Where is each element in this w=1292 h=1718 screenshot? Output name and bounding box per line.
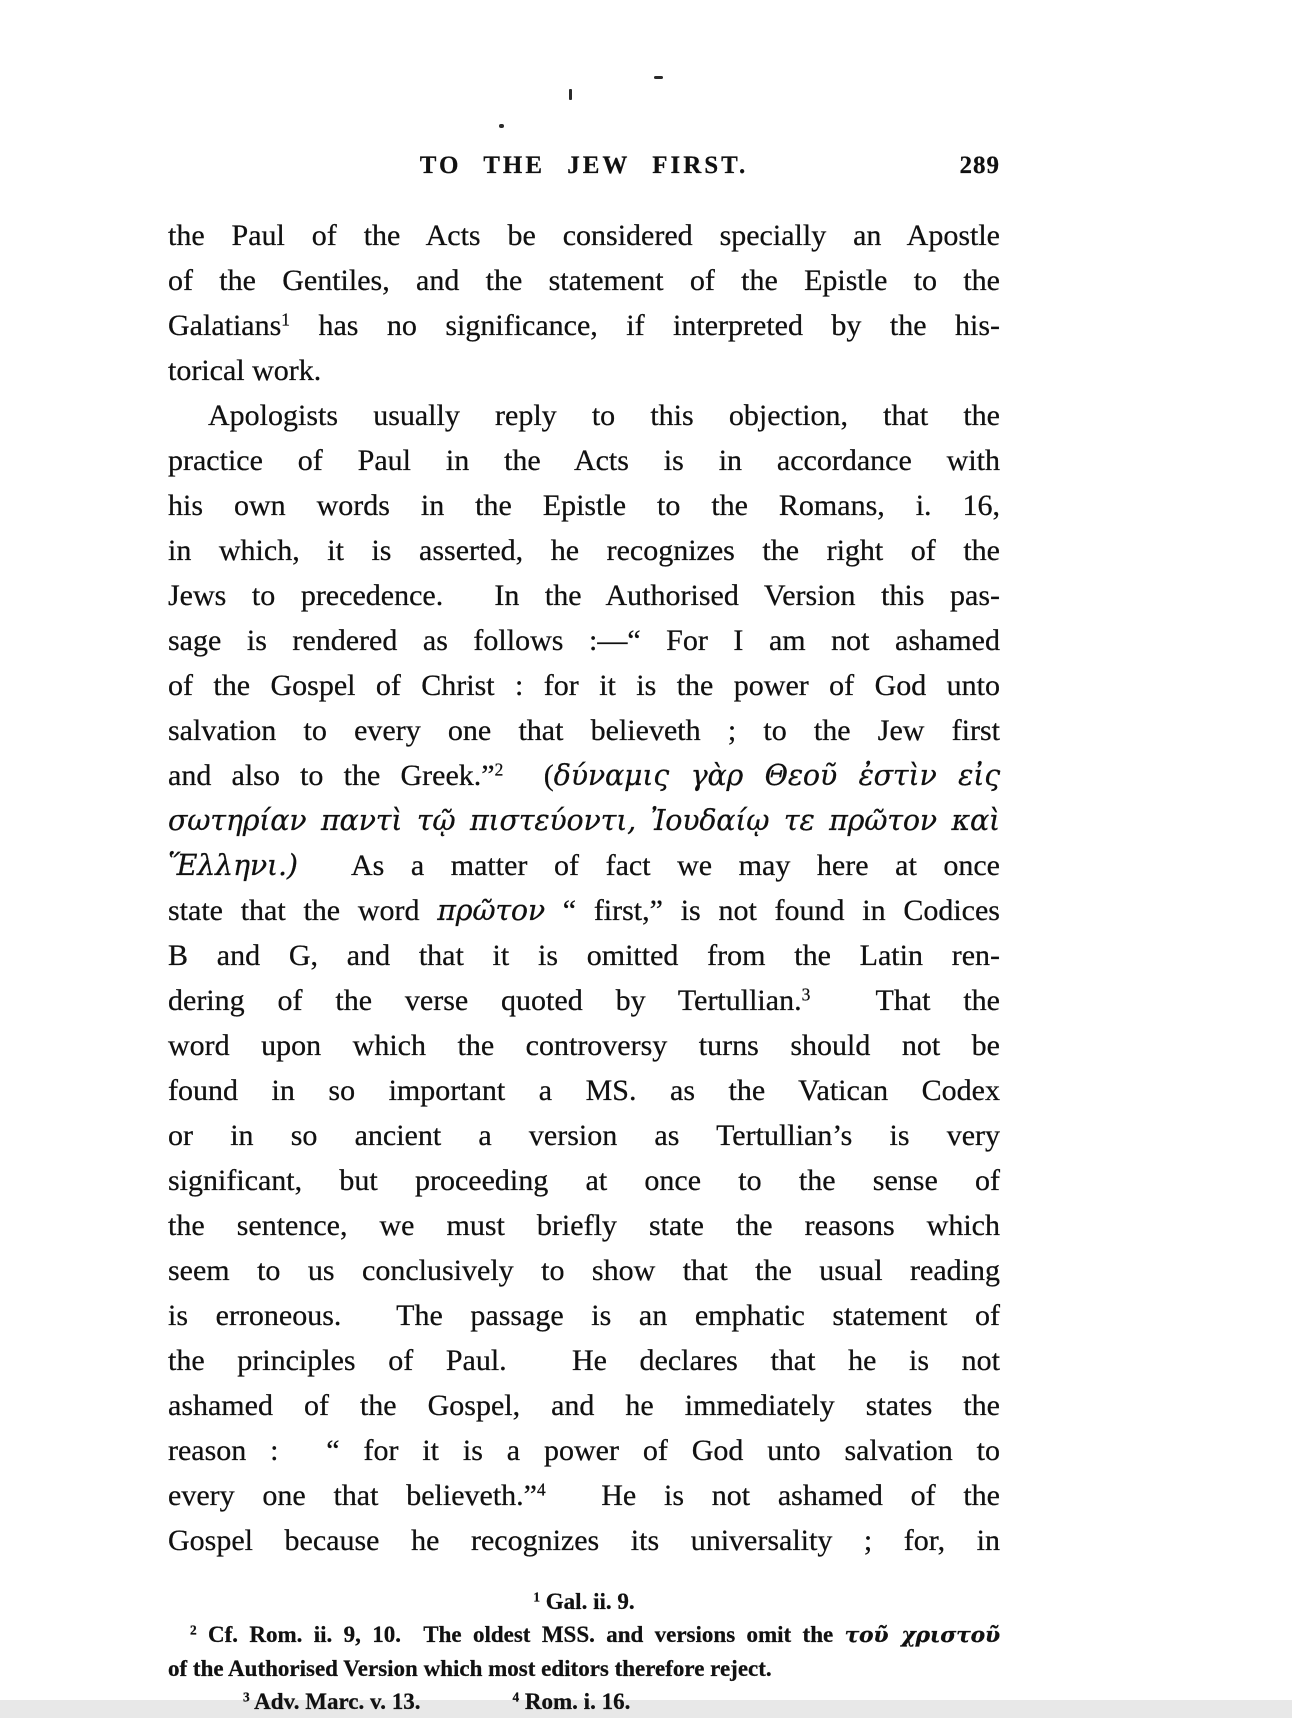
- page-title: TO THE JEW FIRST.: [419, 152, 749, 179]
- footnote-reference: 3: [243, 1689, 250, 1705]
- text-segment: the principles of Paul. He declares that he is not: [168, 1344, 1000, 1377]
- footnote-reference: 2: [494, 759, 504, 780]
- text-segment: state that the word: [168, 894, 438, 927]
- text-segment: found in so important a MS. as the Vatican Codex: [168, 1074, 1000, 1107]
- text-segment: B and G, and that it is omitted from the Latin ren-: [168, 939, 1000, 972]
- text-segment: Adv. Marc. v. 13.: [249, 1689, 421, 1714]
- text-segment: significant, but proceeding at once to the sense of: [168, 1164, 1000, 1197]
- text-segment: is erroneous. The passage is an emphatic statement of: [168, 1299, 1000, 1332]
- text-line: [168, 1518, 1000, 1563]
- text-line: [168, 1158, 1000, 1203]
- text-segment: [420, 1689, 512, 1714]
- body-text: [168, 213, 1000, 1563]
- text-segment: of the Authorised Version which most editors therefore reject.: [168, 1656, 772, 1681]
- text-line: [168, 1203, 1000, 1248]
- footnote-reference: 1: [533, 1589, 541, 1605]
- footnote-reference: 2: [190, 1622, 197, 1638]
- text-line: [168, 258, 1000, 303]
- text-line: [168, 1338, 1000, 1383]
- text-line: [168, 708, 1000, 753]
- text-line: [168, 663, 1000, 708]
- text-segment: or in so ancient a version as Tertullian’s is very: [168, 1119, 1000, 1152]
- text-line: [168, 1023, 1000, 1068]
- text-segment: and also to the Greek.”: [168, 759, 495, 792]
- text-line: [168, 483, 1000, 528]
- text-line: [168, 1293, 1000, 1338]
- text-segment: Gal. ii. 9.: [540, 1589, 635, 1614]
- text-line: [168, 1585, 1000, 1618]
- text-segment: He is not ashamed of the: [545, 1479, 1000, 1512]
- page-number: 289: [959, 152, 1000, 179]
- text-segment: word upon which the controversy turns should not be: [168, 1029, 1000, 1062]
- text-segment: As a matter of fact we may here at once: [297, 849, 1000, 882]
- text-segment: Rom. i. 16.: [519, 1689, 631, 1714]
- text-line: [168, 1113, 1000, 1158]
- greek-text: τοῦ χριστοῦ: [844, 1622, 1000, 1648]
- text-line: [168, 303, 1000, 348]
- text-segment: of the Gospel of Christ : for it is the power of God unto: [168, 669, 1000, 702]
- text-segment: has no significance, if interpreted by the his-: [290, 309, 1000, 342]
- text-line: [168, 798, 1000, 843]
- text-line: [168, 1383, 1000, 1428]
- text-line: [168, 1428, 1000, 1473]
- text-segment: salvation to every one that believeth ; to the Jew first: [168, 714, 1000, 747]
- greek-text: πρῶτον: [437, 894, 546, 927]
- text-segment: Galatians: [168, 309, 282, 342]
- text-segment: That the: [810, 984, 1000, 1017]
- text-line: [168, 1068, 1000, 1113]
- text-segment: of the Gentiles, and the statement of the Epistle to the: [168, 264, 1000, 297]
- text-line: [168, 843, 1000, 888]
- text-line: [168, 528, 1000, 573]
- text-segment: Gospel because he recognizes its universality ; for, in: [168, 1524, 1000, 1557]
- text-line: [168, 438, 1000, 483]
- footnotes: [168, 1585, 1000, 1718]
- greek-text: σωτηρίαν παντὶ τῷ πιστεύοντι, Ἰουδαίῳ τε πρῶτον καὶ: [168, 804, 1000, 837]
- footnote-reference: 1: [281, 309, 290, 330]
- text-line: [168, 1473, 1000, 1518]
- text-segment: practice of Paul in the Acts is in accordance with: [168, 444, 1000, 477]
- text-segment: the sentence, we must briefly state the reasons which: [168, 1209, 1000, 1242]
- greek-text: Ἕλληνι.): [168, 849, 298, 882]
- footnote-reference: 3: [801, 984, 811, 1005]
- text-segment: torical work.: [168, 354, 322, 387]
- text-segment: every one that believeth.”: [168, 1479, 537, 1512]
- text-line: [168, 1685, 1000, 1718]
- text-column: [168, 0, 1000, 1714]
- text-line: [168, 1248, 1000, 1293]
- text-segment: ashamed of the Gospel, and he immediately states the: [168, 1389, 1000, 1422]
- text-line: [168, 393, 1000, 438]
- text-segment: Apologists usually reply to this objection, that the: [208, 399, 1000, 432]
- text-line: [168, 933, 1000, 978]
- text-segment: Cf. Rom. ii. 9, 10. The oldest MSS. and versions omit the: [196, 1622, 845, 1647]
- text-segment: dering of the verse quoted by Tertullian.: [168, 984, 802, 1017]
- text-segment: Jews to precedence. In the Authorised Version this pas-: [168, 579, 1000, 612]
- text-line: [168, 618, 1000, 663]
- text-segment: his own words in the Epistle to the Romans, i. 16,: [168, 489, 1000, 522]
- text-line: [168, 753, 1000, 798]
- text-segment: seem to us conclusively to show that the usual reading: [168, 1254, 1000, 1287]
- text-segment: reason : “ for it is a power of God unto salvation to: [168, 1434, 1000, 1467]
- text-segment: (: [503, 759, 554, 792]
- footnote-reference: 4: [512, 1689, 520, 1705]
- text-segment: “ first,” is not found in Codices: [545, 894, 1000, 927]
- footnote-reference: 4: [537, 1479, 546, 1500]
- greek-text: δύναμις γὰρ Θεοῦ ἐστὶν εἰς: [553, 759, 1000, 792]
- text-line: [168, 978, 1000, 1023]
- text-line: [168, 888, 1000, 933]
- text-segment: sage is rendered as follows :—“ For I am not ashamed: [168, 624, 1000, 657]
- text-line: [168, 1652, 1000, 1685]
- text-segment: in which, it is asserted, he recognizes the right of the: [168, 534, 1000, 567]
- text-segment: the Paul of the Acts be considered specially an Apostle: [168, 219, 1000, 252]
- text-line: [168, 213, 1000, 258]
- text-line: [168, 573, 1000, 618]
- running-header: [168, 150, 1000, 182]
- text-line: [168, 1618, 1000, 1652]
- text-line: [168, 348, 1000, 393]
